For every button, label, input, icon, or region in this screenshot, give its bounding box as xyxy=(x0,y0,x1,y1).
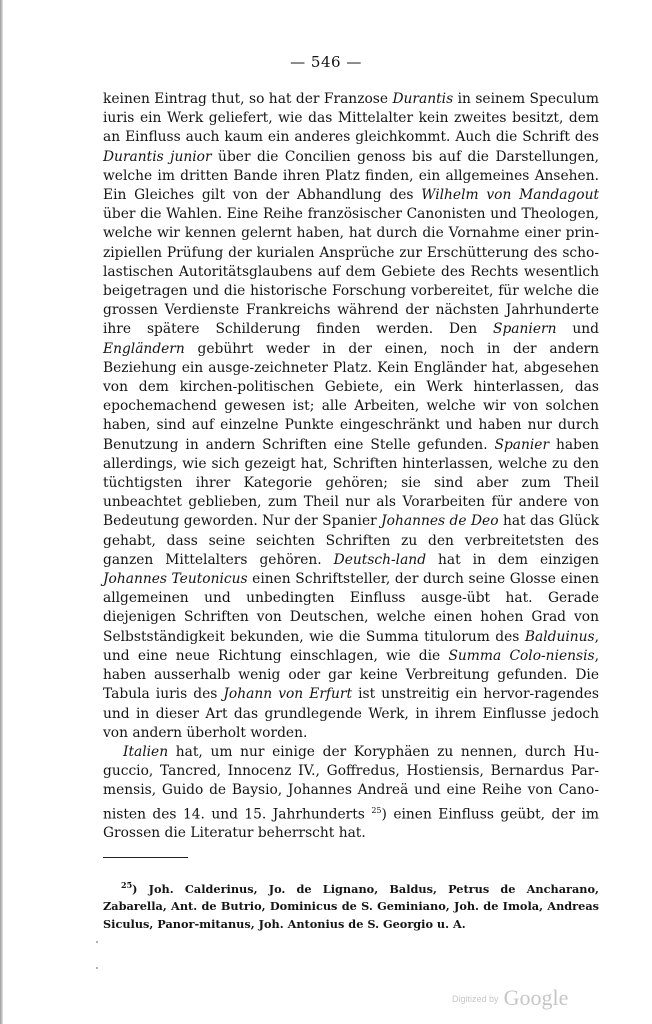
paragraph xyxy=(103,90,599,743)
italic-name: Spanier xyxy=(494,436,550,453)
footnote-separator xyxy=(103,857,188,858)
text-run: gebührt weder in der einen, noch in der andern Beziehung ein ausge-zeichneter Platz. Kein Engländer hat, abgesehen von dem kirchen-politischen Gebiete, ein Werk hinterlassen, das epochemachend gewesen ist; alle Arbeiten, welche wir von solchen haben, sind auf einzelne Punkte eingeschränkt und haben nur durch Benutzung in andern Schriften eine Stelle gefunden. xyxy=(103,340,599,453)
page-number: — 546 — xyxy=(290,53,362,71)
text-run: ist unstreitig ein hervor-ragendes und in dieser Art das grundlegende Werk, in ihrem Einflusse jedoch von andern überholt worden. xyxy=(103,686,599,741)
text-run: und xyxy=(556,321,599,338)
text-run: hat das Glück gehabt, dass seine seichten Schriften zu den verbreitetsten des ganzen Mittelalters gehören. xyxy=(103,513,599,568)
text-run: , und eine neue Richtung einschlagen, wie die xyxy=(103,628,599,664)
text-run: in seinem Speculum iuris ein Werk geliefert, wie das Mittelalter kein zweites besitzt, dem an Einfluss auch kaum ein anderes gleichkommt. Auch die Schrift des xyxy=(103,91,599,146)
text-run: über die Wahlen. Eine Reihe französischer Canonisten und Theologen, welche wir kennen gelernt haben, hat durch die Vornahme einer prin-zipiellen Prüfung der kurialen Ansprüche zur Erschütterung des scho-lastischen Autoritätsglaubens auf dem Gebiete des Rechts wesentlich beigetragen und die historische Forschung vorbereitet, für welche die grossen Verdienste Frankreichs während der nächsten Jahrhunderte ihre spätere Schilderung finden werden. Den xyxy=(103,206,599,338)
scan-speck xyxy=(96,967,98,969)
footnote-text: ) Joh. Calderinus, Jo. de Lignano, Baldus, Petrus de Ancharano, Zabarella, Ant. de Butrio, Dominicus de S. Geminiano, Joh. de Imola, Andreas Siculus, Panor-mitanus, Joh. Antonius de S. Georgio u. A. xyxy=(103,881,599,931)
footnote-reference: 25 xyxy=(371,805,382,815)
footnote xyxy=(103,877,599,933)
text-run: keinen Eintrag thut, so hat der Franzose xyxy=(103,91,393,107)
scan-speck xyxy=(96,941,98,943)
italic-name: Balduinus xyxy=(524,628,595,645)
page-edge-shadow xyxy=(0,0,3,1024)
italic-name: Spaniern xyxy=(493,321,557,338)
italic-name: Italien xyxy=(123,743,169,760)
italic-name: Durantis junior xyxy=(103,148,212,165)
italic-name: Durantis xyxy=(392,91,454,107)
digitized-watermark xyxy=(452,985,568,1011)
text-run: ) einen Einfluss geübt, der im Grossen die Literatur beherrscht hat. xyxy=(103,806,599,842)
text-run: haben allerdings, wie sich gezeigt hat, Schriften hinterlassen, welche zu den tüchtigsten ihrer Kategorie gehören; sie sind aber zum Theil unbeachtet geblieben, zum Theil nur als Vorarbeiten für andere von Bedeutung geworden. Nur der Spanier xyxy=(103,436,599,530)
italic-name: Wilhelm von Mandagout xyxy=(421,187,600,204)
italic-name: Summa Colo-niensis xyxy=(448,647,595,664)
italic-name: Engländern xyxy=(103,340,185,357)
text-run: über die Concilien genoss bis auf die Darstellungen, welche im dritten Bande ihren Platz finden, ein allgemeines Ansehen. Ein Gleiches gilt von der Abhandlung des xyxy=(103,148,599,204)
text-run: einen Schriftsteller, der durch seine Glosse einen allgemeinen und unbedingten Einfluss ausge-übt hat. Gerade diejenigen Schriften von Deutschen, welche einen hohen Grad von Selbstständigkeit bekunden, wie die Summa titulorum des xyxy=(103,571,599,645)
watermark-brand: Google xyxy=(503,985,569,1010)
italic-name: Johann von Erfurt xyxy=(223,686,353,703)
text-run: hat, um nur einige der Koryphäen zu nennen, durch Hu-guccio, Tancred, Innocenz IV., Goffredus, Hostiensis, Bernardus Par-mensis, Guido de Baysio, Johannes Andreä und eine Reihe von Cano-nisten des 14. und 15. Jahrhunderts xyxy=(103,743,599,823)
italic-name: Deutsch-land xyxy=(333,551,427,568)
paragraph xyxy=(103,743,599,844)
main-text xyxy=(103,90,599,844)
italic-name: Johannes Teutonicus xyxy=(103,571,248,588)
text-run: , haben ausserhalb wenig oder gar keine Verbreitung gefunden. Die Tabula iuris des xyxy=(103,647,599,703)
italic-name: Johannes de Deo xyxy=(381,513,499,530)
watermark-prefix: Digitized by xyxy=(452,994,499,1004)
text-run: hat in dem einzigen xyxy=(426,551,600,568)
footnote-mark: 25 xyxy=(121,880,133,890)
